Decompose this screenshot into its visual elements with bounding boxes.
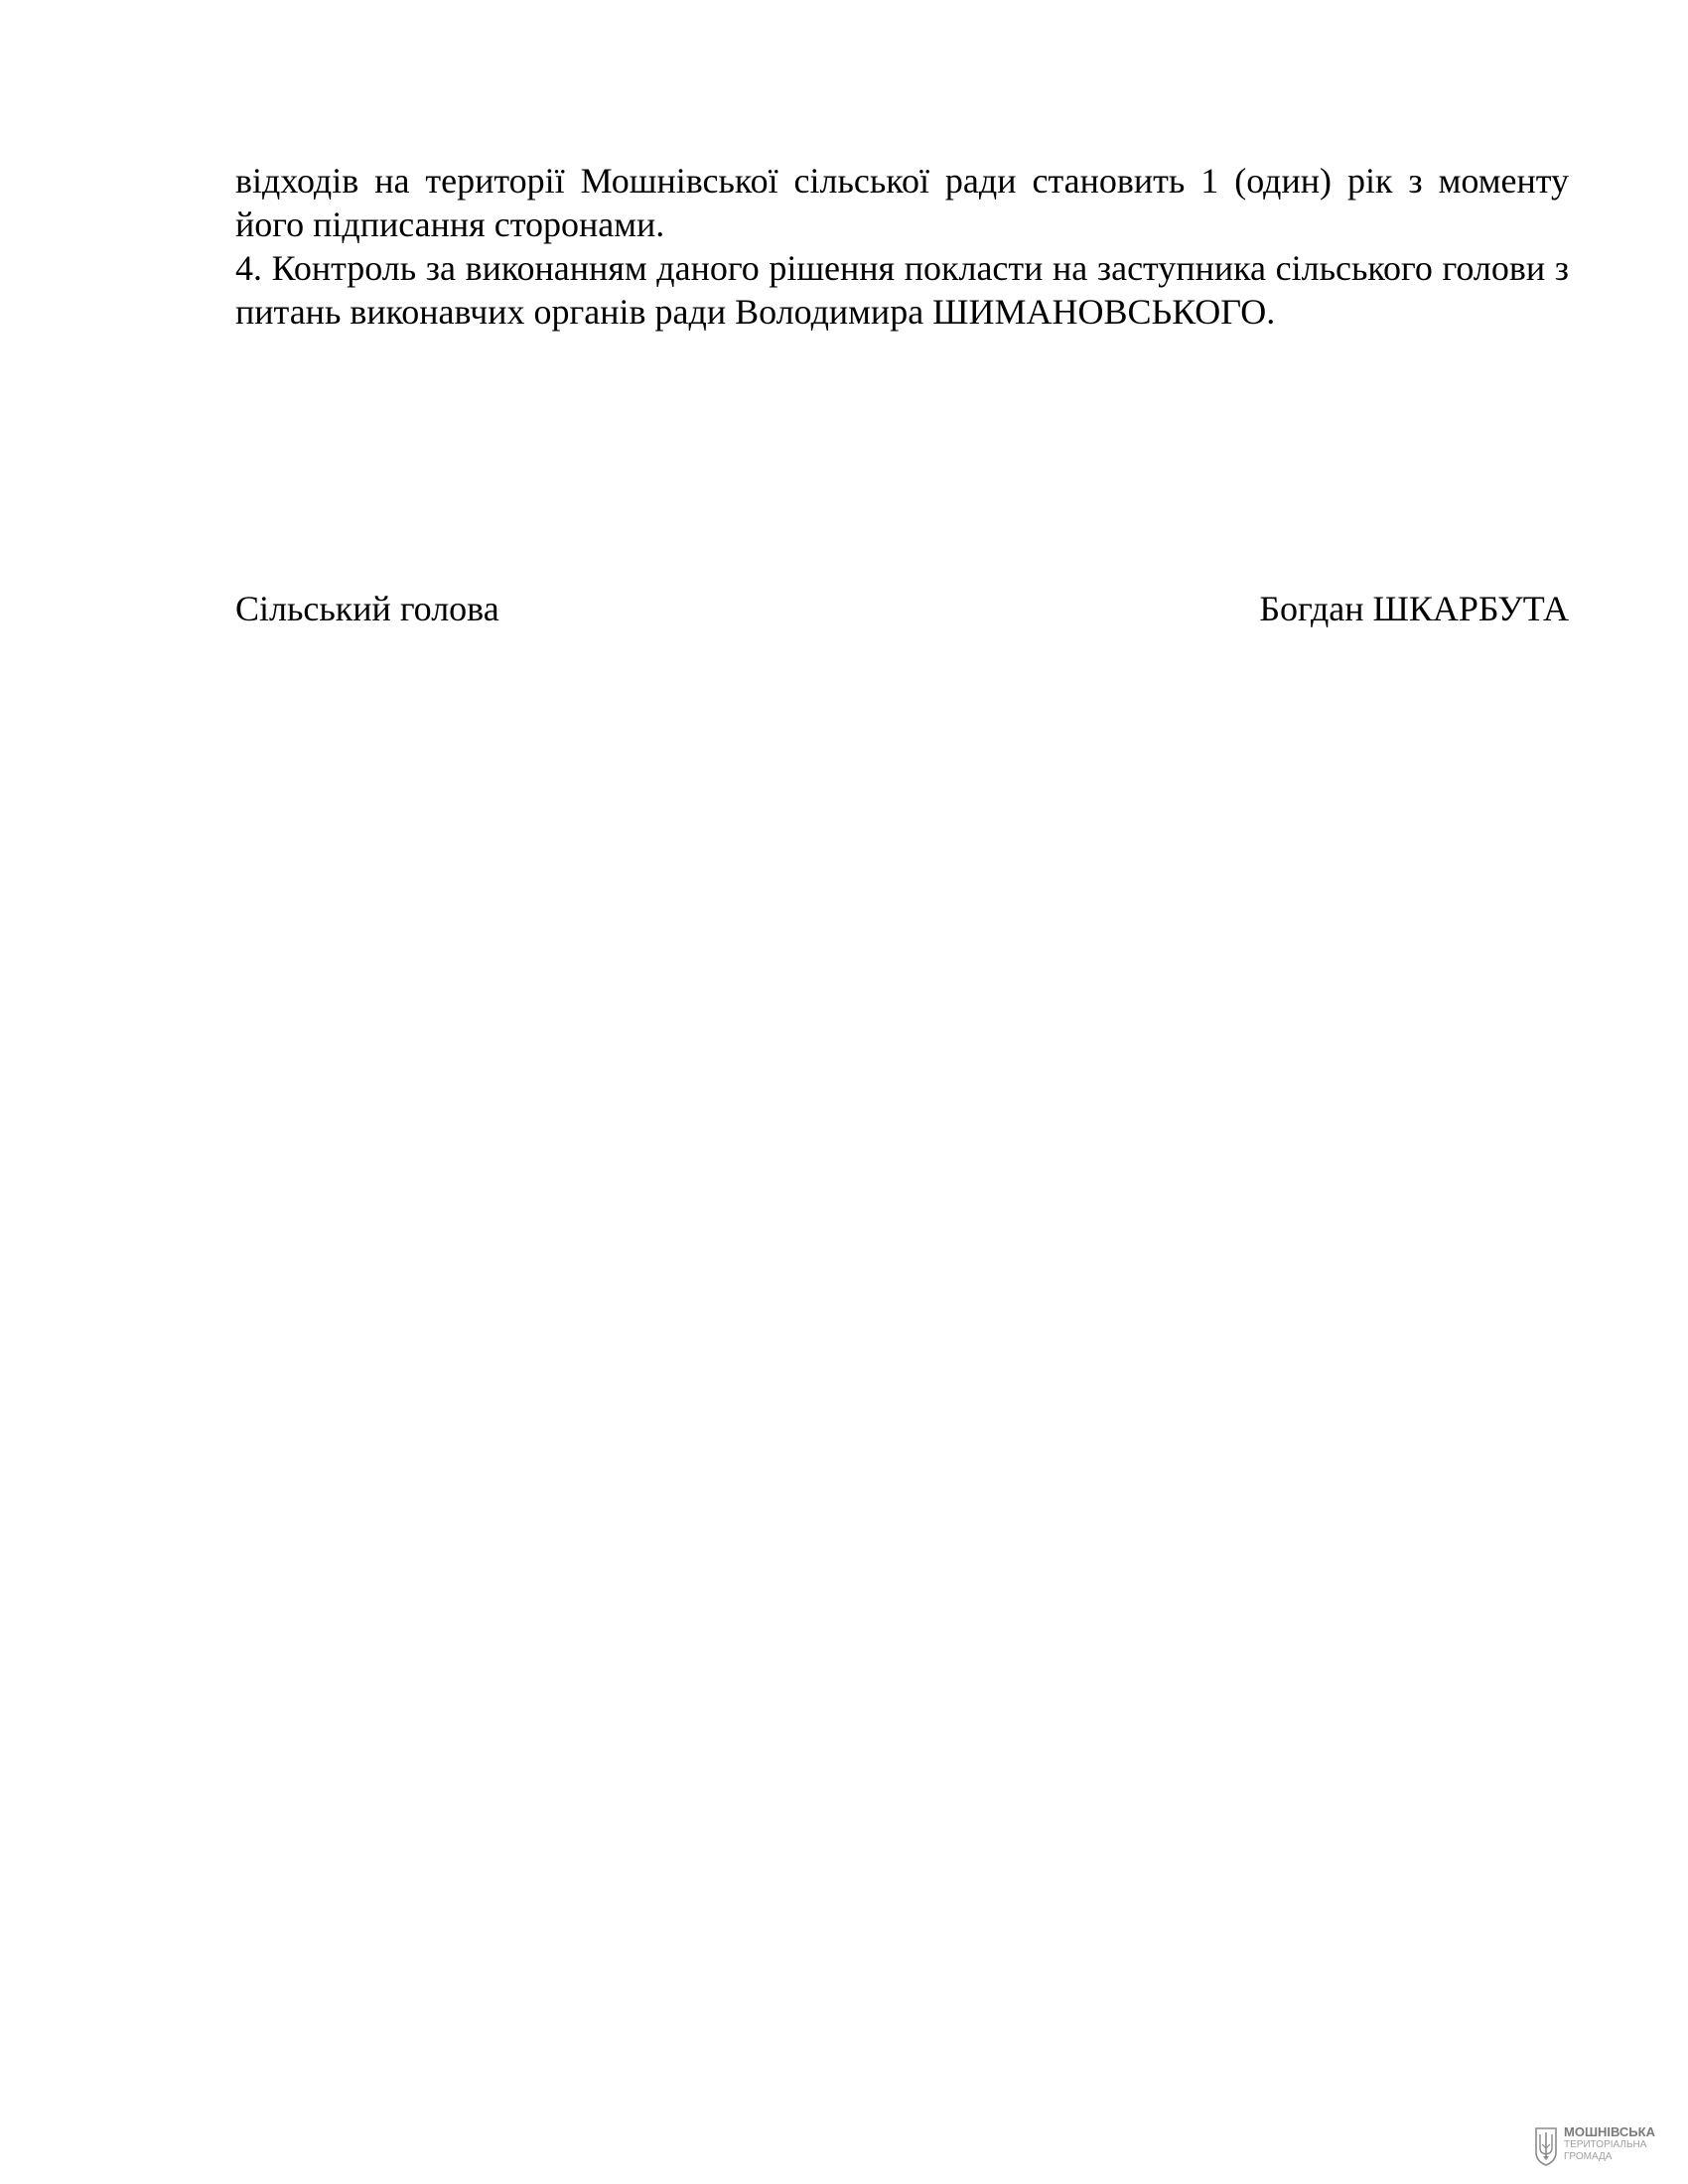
paragraph-text: відходів на території Мошнівської сільської ради становить 1 (один) рік з моменту його підписання сторонами. <box>235 161 1569 244</box>
logo-line-3: ГРОМАДА <box>1564 2151 1613 2162</box>
clause-number: 4. <box>235 248 262 288</box>
signatory-name: Богдан ШКАРБУТА <box>1259 589 1569 628</box>
paragraph-text: Контроль за виконанням даного рішення покласти на заступника сільського голови з питань виконавчих органів ради Володимира ШИМАНОВСЬКОГО. <box>235 248 1569 332</box>
signatory-title: Сільський голова <box>235 589 499 628</box>
paragraph-continuation <box>235 159 1569 246</box>
community-logo <box>1533 2124 1672 2170</box>
trident-emblem-icon <box>1533 2126 1559 2166</box>
paragraph-clause-4 <box>235 246 1569 334</box>
logo-line-1: МОШНІВСЬКА <box>1564 2124 1655 2139</box>
signature-block <box>235 587 1569 630</box>
logo-line-2: ТЕРИТОРІАЛЬНА <box>1564 2139 1647 2150</box>
document-body <box>235 159 1569 334</box>
logo-wordmark <box>1564 2125 1655 2163</box>
